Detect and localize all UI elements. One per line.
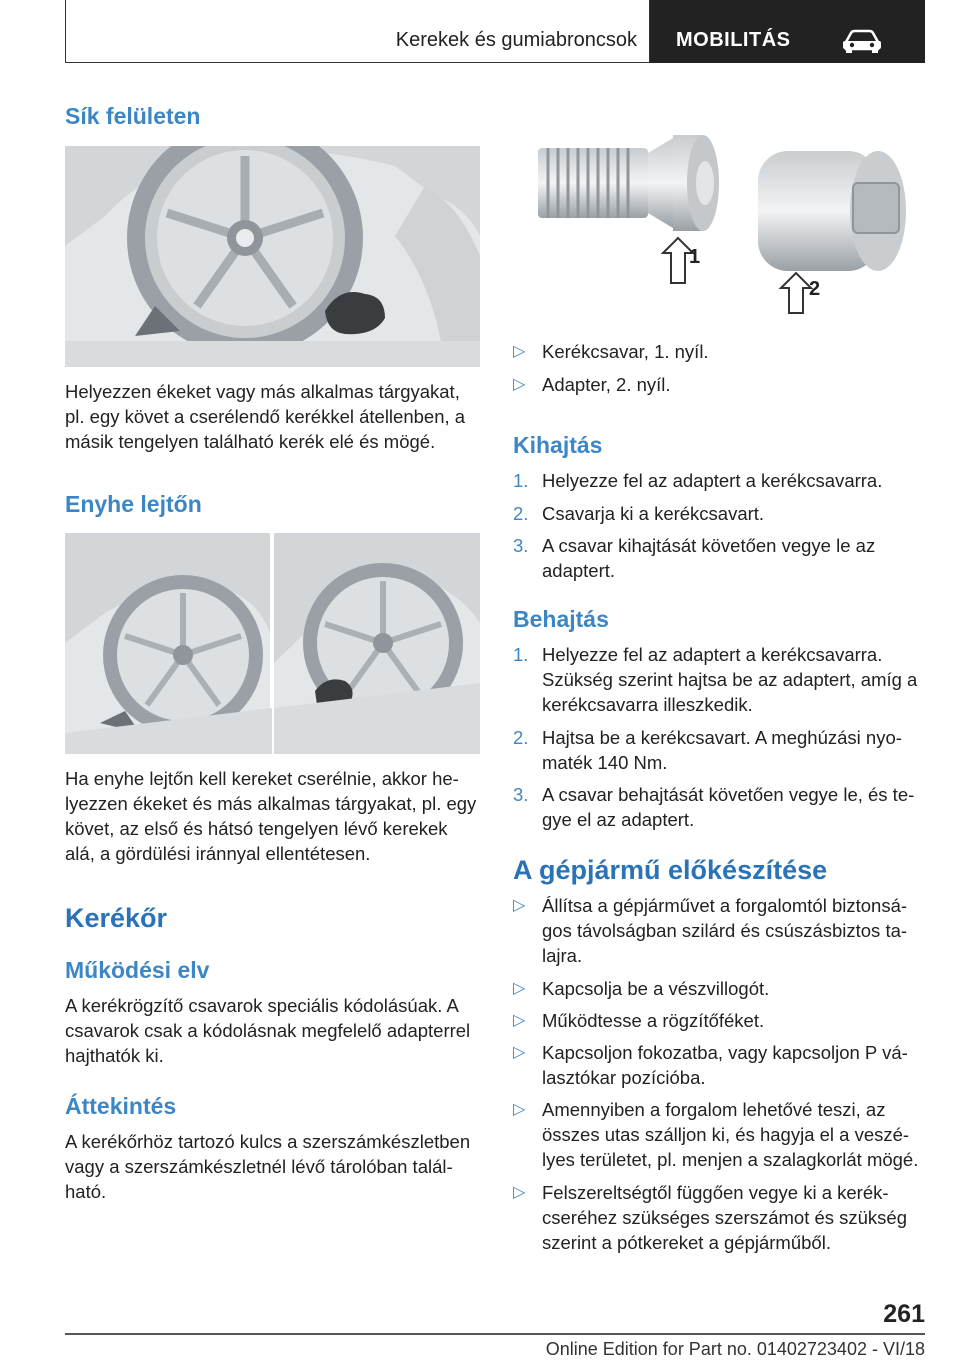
text-line: Amennyiben a forgalom lehetővé teszi, az bbox=[542, 1099, 886, 1120]
heading-slope: Enyhe lejtőn bbox=[65, 491, 202, 517]
text-line: Állítsa a gépjárművet a forgalomtól biztonsá- bbox=[542, 895, 908, 916]
step-text bbox=[542, 725, 902, 775]
text-line: másik tengelyen található kerék elé és mögé. bbox=[65, 431, 436, 452]
text-line: maték 140 Nm. bbox=[542, 752, 668, 773]
text-line: A csavar kihajtását követően vegye le az bbox=[542, 535, 876, 556]
text-line: vagy a szerszámkészletnél lévő tárolóban talál- bbox=[65, 1156, 453, 1177]
section-tab bbox=[65, 0, 650, 63]
car-icon bbox=[842, 28, 882, 54]
text-line: Helyezze fel az adaptert a kerékcsavarra. bbox=[542, 644, 883, 665]
heading-flat-surface: Sík felületen bbox=[65, 103, 201, 129]
step-number: 3. bbox=[513, 784, 529, 805]
text-line: ható. bbox=[65, 1181, 107, 1202]
step-text bbox=[542, 501, 764, 526]
text-line: cseréhez szükséges szerszámot és szükség bbox=[542, 1207, 908, 1228]
step-text bbox=[542, 533, 875, 583]
prep-text bbox=[542, 1008, 764, 1033]
text-line: csavarok csak a kódolásnak megfelelő adapterrel bbox=[65, 1020, 471, 1041]
step-number: 3. bbox=[513, 535, 529, 556]
footer-divider bbox=[65, 1333, 925, 1335]
text-line: hajthatók ki. bbox=[65, 1045, 164, 1066]
bullet-icon: ▷ bbox=[513, 897, 526, 914]
figure-flat-surface-wheel bbox=[65, 146, 480, 367]
flat-surface-text bbox=[65, 379, 465, 454]
prep-text bbox=[542, 1040, 908, 1090]
step-text bbox=[542, 782, 914, 832]
text-line: A csavar behajtását követően vegye le, és te- bbox=[542, 784, 915, 805]
text-line: Felszereltségtől függően vegye ki a kerék- bbox=[542, 1182, 889, 1203]
prep-text bbox=[542, 1180, 907, 1255]
figure-slope-wheels bbox=[65, 533, 480, 754]
slope-text bbox=[65, 766, 476, 866]
text-line: Ha enyhe lejtőn kell kereket cserélnie, akkor he- bbox=[65, 768, 459, 789]
text-line: Kapcsolja be a vészvillogót. bbox=[542, 978, 770, 999]
text-line: lyes területet, pl. menjen a szalagkorlát mögé. bbox=[542, 1149, 919, 1170]
bolt-adapter-illustration bbox=[513, 123, 925, 320]
chapter-tab bbox=[650, 0, 925, 63]
text-line: Szükség szerint hajtsa be az adaptert, amíg a bbox=[542, 669, 918, 690]
text-line: Kapcsoljon fokozatba, vagy kapcsoljon P vá- bbox=[542, 1042, 908, 1063]
figure-wheel-bolt-adapter bbox=[513, 123, 925, 320]
text-line: Hajtsa be a kerékcsavart. A meghúzási nyo- bbox=[542, 727, 902, 748]
prep-text bbox=[542, 1097, 918, 1172]
text-line: kerékcsavarra illeszkedik. bbox=[542, 694, 753, 715]
bullet-icon: ▷ bbox=[513, 1184, 526, 1201]
text-line: lasztókar pozícióba. bbox=[542, 1067, 706, 1088]
text-line: pl. egy követ a cserélendő kerékkel átellenben, a bbox=[65, 406, 466, 427]
text-line: szerint a pótkereket a gépjárműből. bbox=[542, 1232, 831, 1253]
page-header bbox=[65, 0, 925, 65]
text-line: lyezzen ékeket és más alkalmas tárgyakat, pl. egy bbox=[65, 793, 477, 814]
heading-wheel-lock: Kerékőr bbox=[65, 903, 168, 933]
legend-text: Adapter, 2. nyíl. bbox=[542, 374, 671, 395]
step-number: 2. bbox=[513, 503, 529, 524]
chapter-title: MOBILITÁS bbox=[676, 29, 791, 51]
text-line: Csavarja ki a kerékcsavart. bbox=[542, 503, 765, 524]
heading-overview: Áttekintés bbox=[65, 1093, 177, 1119]
section-title: Kerekek és gumiabroncsok bbox=[395, 29, 637, 51]
bullet-icon: ▷ bbox=[513, 1012, 526, 1029]
principle-text bbox=[65, 993, 470, 1068]
text-line: adaptert. bbox=[542, 560, 616, 581]
text-line: követ, az első és hátsó tengelyen lévő kerekek bbox=[65, 818, 448, 839]
step-text bbox=[542, 642, 917, 717]
wheel-chock-illustration bbox=[65, 146, 480, 367]
text-line: Helyezzen ékeket vagy más alkalmas tárgyakat, bbox=[65, 381, 460, 402]
bullet-icon: ▷ bbox=[513, 980, 526, 997]
text-line: lajra. bbox=[542, 945, 583, 966]
bullet-icon: ▷ bbox=[513, 1101, 526, 1118]
prep-text bbox=[542, 893, 907, 968]
legend-text: Kerékcsavar, 1. nyíl. bbox=[542, 341, 709, 362]
callout-2: 2 bbox=[809, 278, 821, 300]
page-number: 261 bbox=[883, 1300, 925, 1328]
overview-text bbox=[65, 1129, 470, 1204]
heading-vehicle-preparation: A gépjármű előkészítése bbox=[513, 855, 828, 885]
heading-removal: Kihajtás bbox=[513, 432, 603, 458]
text-line: Működtesse a rögzítőféket. bbox=[542, 1010, 765, 1031]
step-text bbox=[542, 468, 882, 493]
step-number: 1. bbox=[513, 470, 529, 491]
step-number: 2. bbox=[513, 727, 529, 748]
text-line: összes utas szálljon ki, és hagyja el a veszé- bbox=[542, 1124, 910, 1145]
callout-1: 1 bbox=[689, 246, 701, 268]
prep-text bbox=[542, 976, 769, 1001]
slope-chock-illustration bbox=[65, 533, 480, 754]
heading-installation: Behajtás bbox=[513, 606, 609, 632]
text-line: gos távolságban szilárd és csúszásbiztos ta- bbox=[542, 920, 908, 941]
edition-text: Online Edition for Part no. 01402723402 - VI/18 bbox=[545, 1339, 925, 1359]
text-line: A kerékrögzítő csavarok speciális kódolásúak. A bbox=[65, 995, 459, 1016]
text-line: gye el az adaptert. bbox=[542, 809, 695, 830]
bullet-icon: ▷ bbox=[513, 1044, 526, 1061]
heading-operating-principle: Működési elv bbox=[65, 957, 210, 983]
text-line: A kerékőrhöz tartozó kulcs a szerszámkészletben bbox=[65, 1131, 471, 1152]
bullet-icon: ▷ bbox=[513, 343, 526, 360]
text-line: alá, a gördülési iránnyal ellentétesen. bbox=[65, 843, 371, 864]
step-number: 1. bbox=[513, 644, 529, 665]
bullet-icon: ▷ bbox=[513, 376, 526, 393]
text-line: Helyezze fel az adaptert a kerékcsavarra. bbox=[542, 470, 883, 491]
